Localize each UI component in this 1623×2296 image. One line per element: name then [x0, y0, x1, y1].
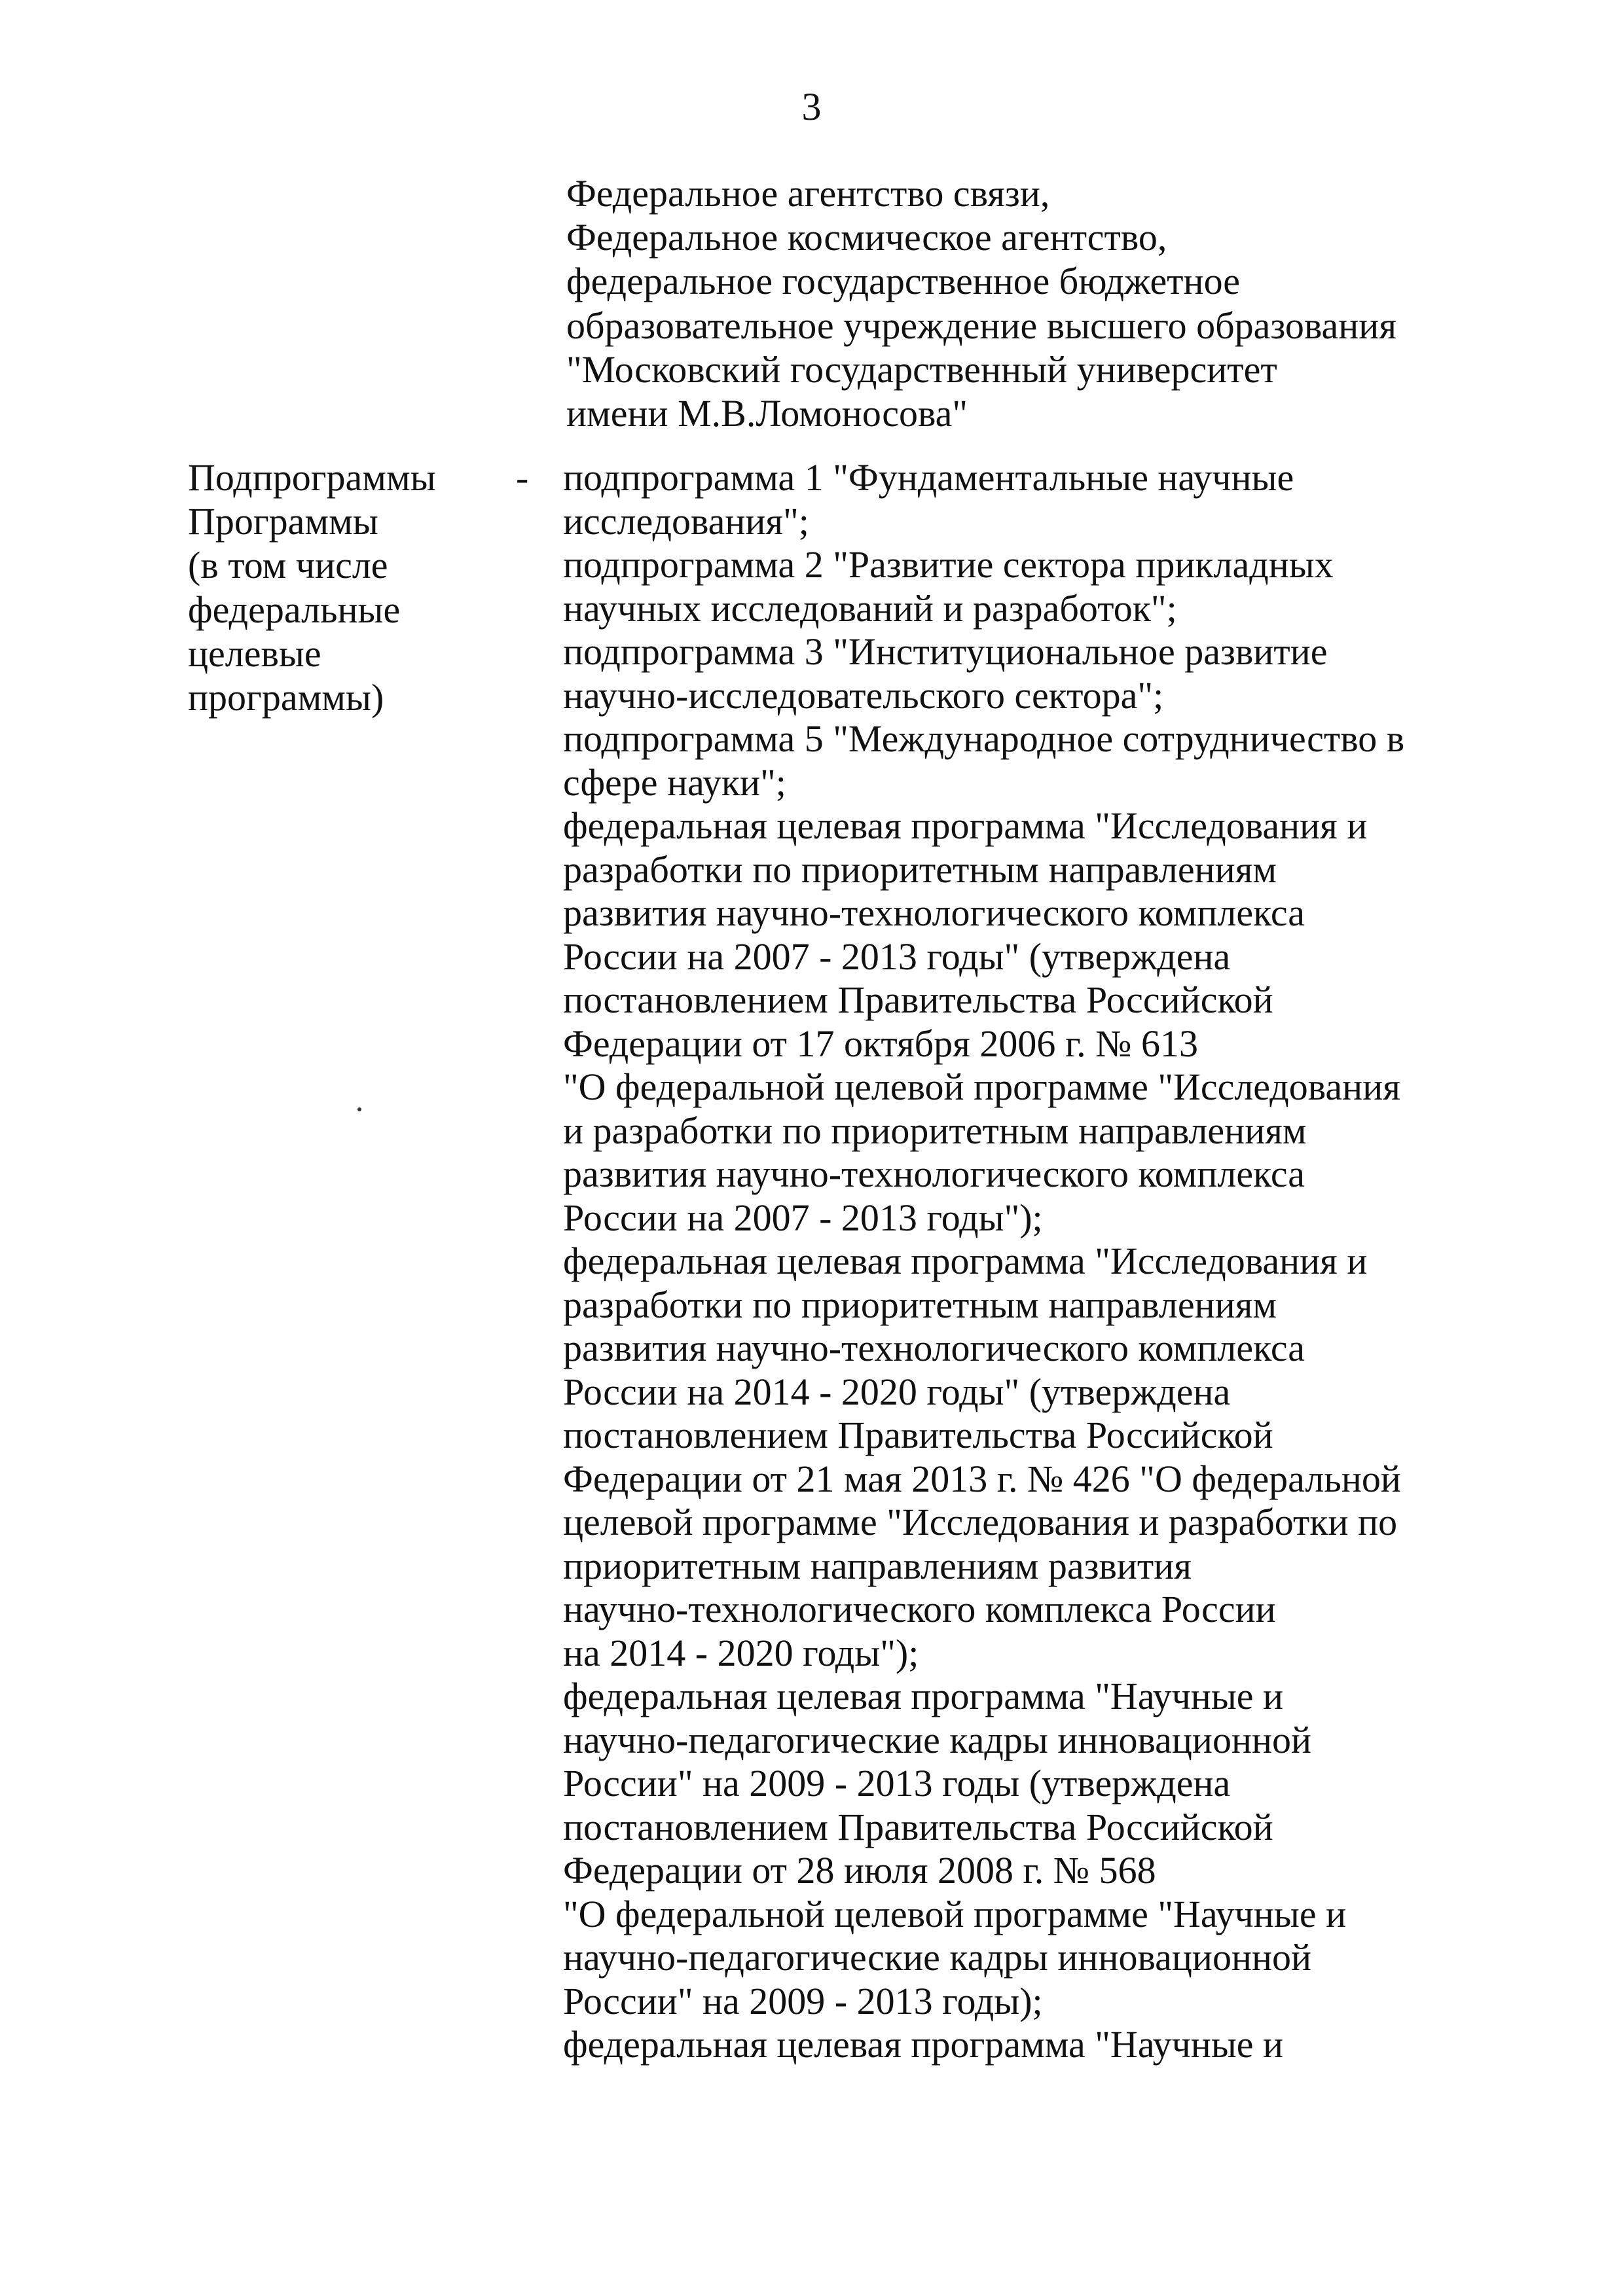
content-line: подпрограмма 1 "Фундаментальные научные	[563, 456, 1294, 499]
agency-line: федеральное государственное бюджетное	[566, 260, 1241, 303]
subprograms-label	[188, 456, 436, 719]
scan-speck	[357, 1107, 361, 1111]
content-line: постановлением Правительства Российской	[563, 1414, 1273, 1456]
label-separator-dash: -	[516, 456, 529, 499]
content-line: Федерации от 17 октября 2006 г. № 613	[563, 1022, 1198, 1065]
content-line: федеральная целевая программа "Исследования и	[563, 804, 1368, 847]
label-line: программы)	[188, 675, 384, 719]
content-line: федеральная целевая программа "Научные и	[563, 2023, 1284, 2066]
content-line: научно-исследовательского сектора";	[563, 673, 1164, 717]
content-line: разработки по приоритетным направлениям	[563, 1283, 1277, 1326]
agency-line: Федеральное космическое агентство,	[566, 216, 1167, 259]
agency-line: имени М.В.Ломоносова"	[566, 391, 968, 435]
content-line: приоритетным направлениям развития	[563, 1544, 1192, 1587]
content-line: и разработки по приоритетным направлениям	[563, 1109, 1307, 1152]
label-line: федеральные	[188, 588, 401, 631]
content-line: научно-педагогические кадры инновационной	[563, 1936, 1312, 1979]
content-line: России" на 2009 - 2013 годы (утверждена	[563, 1762, 1231, 1804]
content-line: развития научно-технологического комплекса	[563, 1153, 1305, 1195]
content-line: Федерации от 28 июля 2008 г. № 568	[563, 1849, 1156, 1892]
content-line: развития научно-технологического комплекса	[563, 891, 1305, 934]
content-line: на 2014 - 2020 годы");	[563, 1631, 919, 1674]
content-line: России на 2007 - 2013 годы" (утверждена	[563, 935, 1231, 978]
content-line: целевой программе "Исследования и разработки по	[563, 1501, 1398, 1543]
content-line: сфере науки";	[563, 761, 786, 804]
agency-line: "Московский государственный университет	[566, 348, 1277, 391]
content-line: постановлением Правительства Российской	[563, 978, 1273, 1021]
content-line: России на 2014 - 2020 годы" (утверждена	[563, 1370, 1231, 1413]
content-line: развития научно-технологического комплекса	[563, 1327, 1305, 1369]
content-line: постановлением Правительства Российской	[563, 1805, 1273, 1848]
content-line: научных исследований и разработок";	[563, 586, 1177, 630]
content-line: подпрограмма 5 "Международное сотрудничество в	[563, 717, 1405, 760]
agencies-list	[566, 171, 1396, 435]
content-line: федеральная целевая программа "Исследования и	[563, 1240, 1368, 1282]
content-line: Федерации от 21 мая 2013 г. № 426 "О федеральной	[563, 1457, 1401, 1500]
label-line: Подпрограммы	[188, 456, 436, 499]
agency-line: Федеральное агентство связи,	[566, 172, 1050, 215]
subprograms-content	[563, 456, 1404, 2066]
label-line: Программы	[188, 500, 378, 543]
content-line: "О федеральной целевой программе "Исследования	[563, 1066, 1400, 1108]
content-line: подпрограмма 3 "Институциональное развитие	[563, 630, 1328, 673]
content-line: России" на 2009 - 2013 годы);	[563, 1979, 1043, 2022]
content-line: "О федеральной целевой программе "Научные и	[563, 1892, 1347, 1935]
page-number: 3	[801, 85, 822, 128]
content-line: федеральная целевая программа "Научные и	[563, 1675, 1284, 1717]
content-line: разработки по приоритетным направлениям	[563, 848, 1277, 891]
content-line: научно-педагогические кадры инновационной	[563, 1718, 1312, 1761]
content-line: научно-технологического комплекса России	[563, 1588, 1276, 1630]
content-line: исследования";	[563, 499, 809, 543]
agency-line: образовательное учреждение высшего образования	[566, 304, 1397, 347]
label-line: (в том числе	[188, 544, 388, 587]
label-line: целевые	[188, 632, 321, 675]
content-line: России на 2007 - 2013 годы");	[563, 1196, 1043, 1239]
content-line: подпрограмма 2 "Развитие сектора прикладных	[563, 543, 1334, 586]
